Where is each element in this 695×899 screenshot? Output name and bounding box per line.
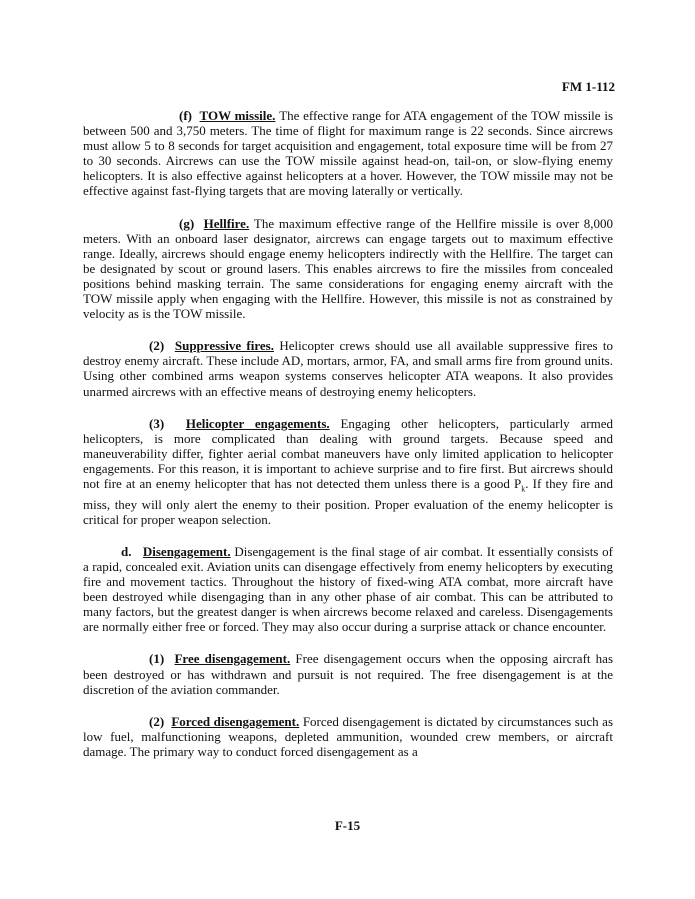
paragraph-text: Helicopter crews should use all available suppressive fires to destroy enemy aircraft. These include AD, mortars, armor, FA, and small arms fire from ground units. Using other combined arms weapon systems conserves helicopter ATA weapons. It also provides unarmed aircrews with an effective means of destroying enemy helicopters. bbox=[83, 338, 614, 399]
paragraph-title: Hellfire. bbox=[203, 215, 250, 231]
paragraph-title: Disengagement. bbox=[142, 543, 231, 559]
paragraph-label: (g) bbox=[179, 215, 195, 231]
paragraph-free-disengagement bbox=[83, 651, 613, 696]
paragraph-hellfire bbox=[83, 216, 613, 322]
paragraph-title: Forced disengagement. bbox=[171, 713, 300, 729]
document-body bbox=[83, 108, 613, 776]
paragraph-text: Engaging other helicopters, particularly armed helicopters, is more complicated than dealing with ground targets. Because speed and maneuverability differ, fighter aerial combat maneuvers have only limited application to helicopter engagements. For this reason, it is important to achieve surprise and to fire first. But aircrews should not fire at an enemy helicopter that has not detected them unless there is a good P bbox=[83, 415, 613, 491]
paragraph-text: The maximum effective range of the Hellfire missile is over 8,000 meters. With an onboard laser designator, aircrews can engage targets out to maximum effective range. Ideally, aircrews should engage enemy helicopters indirectly with the Hellfire. The target can be designated by scout or ground lasers. This enables aircrews to fire the missiles from concealed positions behind masking terrain. The same considerations for engaging enemy aircraft with the TOW missile apply when engaging with the Hellfire. However, this missile is not as constrained by velocity as is the TOW missile. bbox=[83, 215, 614, 322]
paragraph-text: Forced disengagement is dictated by circumstances such as low fuel, malfunctioning weapons, depleted ammunition, wounded crew members, or aircraft damage. The primary way to conduct forced disengagement as a bbox=[83, 713, 614, 759]
paragraph-tow-missile bbox=[83, 108, 613, 199]
page-number: F-15 bbox=[334, 818, 361, 833]
paragraph-disengagement bbox=[83, 544, 613, 635]
paragraph-title: Suppressive fires. bbox=[174, 338, 274, 354]
paragraph-title: Helicopter engagements. bbox=[185, 415, 330, 431]
paragraph-forced-disengagement bbox=[83, 714, 613, 759]
subscript-k: k bbox=[521, 484, 526, 494]
paragraph-suppressive-fires bbox=[83, 338, 613, 398]
paragraph-title: Free disengagement. bbox=[174, 651, 291, 667]
paragraph-label: (f) bbox=[179, 108, 192, 123]
paragraph-text: Free disengagement occurs when the opposing aircraft has been destroyed or has withdrawn and pursuit is not required. The free disengagement is at the discretion of the aviation commander. bbox=[83, 651, 613, 697]
paragraph-text-continued: . If they fire and miss, they will only alert the enemy to their position. Proper evaluation of the enemy helicopter is critical for proper weapon selection. bbox=[83, 475, 613, 527]
manual-number: FM 1-112 bbox=[561, 79, 615, 94]
paragraph-text: Disengagement is the final stage of air combat. It essentially consists of a rapid, concealed exit. Aviation units can disengage effectively from enemy helicopters by executing fire and movement tactics. Throughout the history of fixed-wing ATA combat, more aircraft have been destroyed while disengaging than in any other phase of air combat. This can be attributed to many factors, but the greatest danger is when aircrews become relaxed and careless. Disengagements are normally either free or forced. They may also occur during a surprise attack or chance encounter. bbox=[83, 543, 613, 635]
paragraph-label: (2) bbox=[149, 338, 165, 354]
paragraph-helicopter-engagements bbox=[83, 416, 613, 527]
paragraph-label: (2) bbox=[149, 713, 165, 729]
paragraph-title: TOW missile. bbox=[199, 108, 276, 123]
paragraph-label: (3) bbox=[149, 415, 165, 431]
paragraph-label: (1) bbox=[149, 651, 165, 667]
paragraph-text: The effective range for ATA engagement of the TOW missile is between 500 and 3,750 meters. The time of flight for maximum range is 22 seconds. Since aircrews must allow 5 to 8 seconds for target acquisition and engagement, total exposure time will be from 27 to 30 seconds. Aircrews can use the TOW missile against head-on, tail-on, or slow-flying enemy helicopters. It is also effective against helicopters at a hover. However, the TOW missile may not be effective against fast-flying targets that are moving laterally or vertically. bbox=[83, 108, 614, 199]
paragraph-label: d. bbox=[121, 543, 132, 559]
